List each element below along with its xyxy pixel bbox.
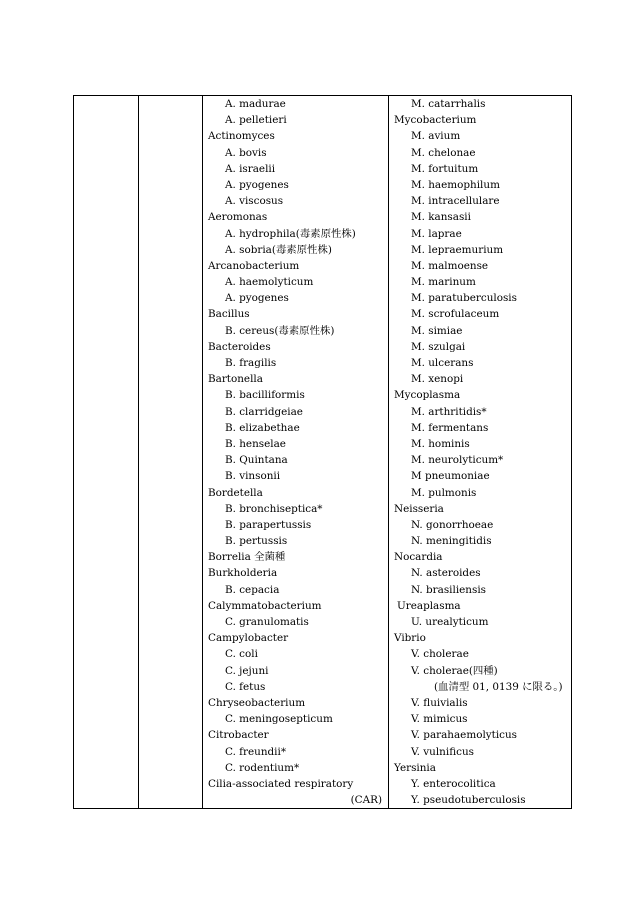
- genus-entry: Bacteroides: [208, 340, 271, 353]
- species-entry: M. kansasii: [411, 211, 471, 224]
- species-entry: M pneumoniae: [411, 470, 490, 483]
- right-species-column: [389, 96, 572, 808]
- species-entry: A. pyogenes: [225, 292, 289, 305]
- species-entry: B. fragilis: [225, 357, 277, 369]
- species-entry: B. bacilliformis: [225, 389, 305, 402]
- column-divider: [138, 96, 139, 808]
- species-entry: M. catarrhalis: [411, 98, 486, 110]
- species-entry: B. elizabethae: [225, 421, 300, 434]
- species-entry: M. lepraemurium: [411, 243, 504, 256]
- species-entry: B. pertussis: [225, 535, 288, 548]
- genus-entry: Arcanobacterium: [208, 259, 300, 272]
- genus-entry: Campylobacter: [208, 632, 289, 645]
- left-species-column: [203, 96, 388, 808]
- table-frame: [73, 95, 572, 809]
- species-entry: A. sobria(毒素原性株): [225, 243, 332, 256]
- species-entry: N. gonorrhoeae: [411, 518, 494, 531]
- species-entry: A. haemolyticum: [225, 276, 314, 289]
- species-entry: A. hydrophila(毒素原性株): [225, 227, 356, 240]
- species-entry: N. meningitidis: [411, 535, 492, 548]
- genus-entry: Aeromonas: [208, 211, 268, 224]
- species-entry: C. fetus: [225, 680, 266, 693]
- genus-entry: Chryseobacterium: [208, 696, 306, 709]
- species-entry: (血清型 01, 0139 に限る。): [434, 680, 563, 693]
- genus-entry: Borrelia 全菌種: [208, 551, 286, 564]
- species-entry: C. freundii*: [225, 745, 287, 758]
- species-entry: M. intracellulare: [411, 195, 500, 208]
- species-entry: M. neurolyticum*: [411, 454, 504, 467]
- species-entry: B. henselae: [225, 437, 286, 450]
- species-entry: C. coli: [225, 648, 258, 661]
- species-entry: M. fortuitum: [411, 162, 479, 175]
- species-entry: A. israelii: [225, 162, 276, 175]
- species-entry: B. clarridgeiae: [225, 405, 303, 418]
- genus-entry: Neisseria: [394, 502, 444, 515]
- species-entry: V. mimicus: [411, 713, 468, 726]
- species-entry: A. madurae: [225, 98, 286, 110]
- species-entry: Y. enterocolitica: [411, 777, 496, 790]
- species-entry: M. xenopi: [411, 373, 464, 386]
- species-entry: M. laprae: [411, 227, 462, 240]
- species-entry: M. paratuberculosis: [411, 292, 517, 305]
- species-entry: M. chelonae: [411, 146, 476, 159]
- species-entry: U. urealyticum: [411, 616, 489, 628]
- species-entry: V. cholerae(四種): [411, 664, 498, 677]
- genus-entry: Vibrio: [394, 632, 426, 645]
- species-entry: M. scrofulaceum: [411, 308, 500, 321]
- species-entry: M. simiae: [411, 324, 463, 337]
- species-entry: M. szulgai: [411, 340, 466, 353]
- species-entry: M. pulmonis: [411, 486, 477, 499]
- species-entry: B. cereus(毒素原性株): [225, 324, 335, 337]
- species-entry: A. bovis: [225, 146, 267, 159]
- genus-entry: Cilia-associated respiratory: [208, 777, 354, 790]
- genus-entry: Citrobacter: [208, 729, 269, 742]
- genus-entry: Actinomyces: [208, 130, 275, 143]
- species-entry: B. vinsonii: [225, 470, 281, 483]
- genus-entry: Burkholderia: [208, 567, 278, 580]
- species-entry: M. malmoense: [411, 259, 489, 272]
- species-entry: B. cepacia: [225, 583, 280, 596]
- genus-entry: Bacillus: [208, 308, 250, 321]
- species-entry: N. brasiliensis: [411, 583, 486, 596]
- species-entry: M. hominis: [411, 437, 470, 450]
- species-entry: C. jejuni: [225, 664, 269, 677]
- species-entry: B. bronchiseptica*: [225, 502, 323, 515]
- genus-entry: Bordetella: [208, 486, 263, 499]
- species-entry: Ureaplasma: [397, 599, 461, 612]
- species-entry: A. viscosus: [225, 195, 284, 208]
- species-entry: A. pyogenes: [225, 178, 289, 191]
- species-entry: M. marinum: [411, 276, 476, 289]
- species-entry: C. meningosepticum: [225, 713, 333, 726]
- species-entry: (CAR): [350, 794, 382, 807]
- species-entry: C. rodentium*: [225, 761, 300, 774]
- species-entry: V. parahaemolyticus: [411, 729, 517, 742]
- species-entry: M. avium: [411, 130, 461, 143]
- species-entry: N. asteroides: [411, 567, 481, 580]
- species-entry: M. haemophilum: [411, 178, 500, 191]
- species-entry: B. Quintana: [225, 454, 288, 467]
- genus-entry: Mycoplasma: [394, 389, 461, 402]
- species-entry: V. fluivialis: [411, 696, 468, 709]
- species-entry: M. arthritidis*: [411, 405, 487, 418]
- genus-entry: Mycobacterium: [394, 114, 477, 127]
- species-entry: Y. pseudotuberculosis: [411, 794, 526, 807]
- genus-entry: Yersinia: [394, 761, 436, 774]
- species-entry: V. cholerae: [411, 648, 469, 661]
- species-entry: C. granulomatis: [225, 616, 309, 628]
- species-entry: B. parapertussis: [225, 518, 312, 531]
- genus-entry: Bartonella: [208, 373, 263, 386]
- species-entry: V. vulnificus: [411, 745, 474, 758]
- species-entry: M. fermentans: [411, 421, 489, 434]
- species-entry: A. pelletieri: [225, 114, 287, 127]
- genus-entry: Nocardia: [394, 551, 443, 564]
- species-entry: M. ulcerans: [411, 357, 474, 369]
- genus-entry: Calymmatobacterium: [208, 599, 322, 612]
